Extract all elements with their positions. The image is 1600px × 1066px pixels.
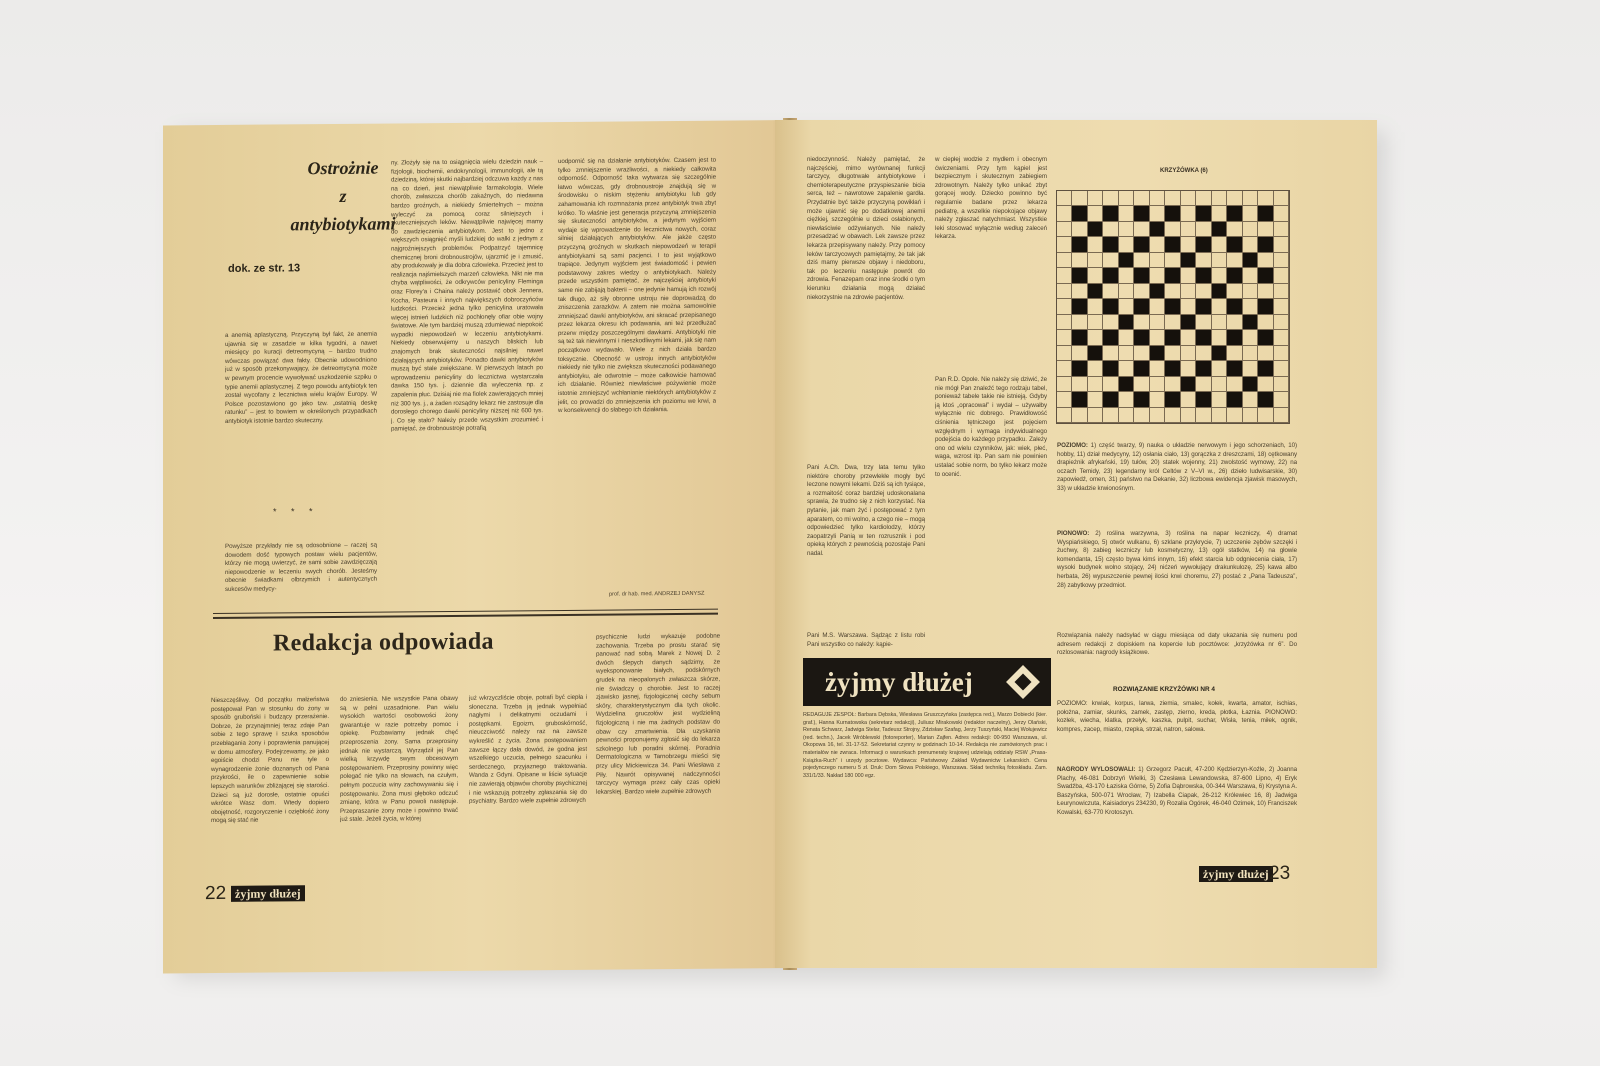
crossword-cell-black <box>1196 237 1211 252</box>
crossword-cell-black <box>1227 268 1242 283</box>
crossword-cell <box>1243 191 1258 206</box>
crossword-cell-black <box>1165 392 1180 407</box>
crossword-cell <box>1057 315 1072 330</box>
crossword-cell <box>1150 191 1165 206</box>
crossword-cell-black <box>1258 268 1273 283</box>
section-stars: * * * <box>273 506 319 517</box>
crossword-cell <box>1243 330 1258 345</box>
crossword-cell <box>1150 253 1165 268</box>
crossword-cell <box>1258 191 1273 206</box>
crossword-cell <box>1165 284 1180 299</box>
crossword-cell-black <box>1088 346 1103 361</box>
crossword-cell-black <box>1119 377 1134 392</box>
crossword-cell <box>1274 222 1289 237</box>
crossword-cell <box>1227 253 1242 268</box>
crossword-cell <box>1227 315 1242 330</box>
crossword-cell <box>1212 408 1227 423</box>
crossword-cell <box>1150 268 1165 283</box>
crossword-cell <box>1243 268 1258 283</box>
crossword-cell-black <box>1243 315 1258 330</box>
crossword-cell <box>1119 222 1134 237</box>
crossword-cell <box>1181 299 1196 314</box>
crossword-cell <box>1057 408 1072 423</box>
article-title-line: antybiotykami <box>290 213 396 235</box>
crossword-cell <box>1196 346 1211 361</box>
crossword-cell <box>1057 284 1072 299</box>
crossword-cell <box>1134 377 1149 392</box>
crossword-cell-black <box>1258 330 1273 345</box>
crossword-cell-black <box>1150 284 1165 299</box>
brand-logo-large <box>803 658 1051 706</box>
crossword-cell-black <box>1212 346 1227 361</box>
crossword-cell-black <box>1103 299 1118 314</box>
crossword-cell <box>1150 206 1165 221</box>
crossword-cell <box>1243 361 1258 376</box>
crossword-cell <box>1150 237 1165 252</box>
masthead-text: REDAGUJE ZESPÓŁ: Barbara Dębska, Wiesława Gruszczyńska (zastępca red.), Marzo Dobiecki (kier. graf.), Hanna Kurnatowska (sekretarz redakcji), Juliusz Mirakowski (redaktor naczelny), Jerzy Olański, Renata Schwarz, Jadwiga Stelar, Tadeusz Strojny, Zdzisław Szafag, Jerzy Tuszyński, Maciej Wołujewicz (red. techn.), Jacek Wróblewski (fotoreporter), Marian Zajfen. Adres redakcji: 00-950 Warszawa, ul. Okopowa 16, tel. 31-17-52. Sekretariat czynny w godzinach 10-14. Redakcja nie zamówionych prac i materiałów nie zwraca. Informacji o warunkach prenumeraty krajowej udzielają oddziały RSW „Prasa-Książka-Ruch” i urzędy pocztowe. Wydawca: Państwowy Zakład Wydawnictw Lekarskich. Cena pojedynczego numeru 5 zł. Druk: Dom Słowa Polskiego, Warszawa. Skład techniką fotoskładu. Zam. 331/1/33. Nakład 180 000 egz. <box>803 712 1047 779</box>
crossword-cell <box>1150 315 1165 330</box>
crossword-cell-black <box>1243 253 1258 268</box>
crossword-cell <box>1258 284 1273 299</box>
crossword-cell-black <box>1243 377 1258 392</box>
crossword-cell <box>1119 361 1134 376</box>
reply-col4-text: psychicznie ludzi wykazuje podobne zachowania. Trzeba po prostu starać się panować nad sobą. Marek z Nowej D. 2 dwóch ślepych danych sądzimy, że wyeksponowanie białych, podskórnych grudek na nieopalonych zwłaszcza skórze, nie świadczy o chorobie. Jest to raczej zjawisko jasnej, fizjologicznej cechy sebum skóry, charakterystycznym dla tych okolic. Wydzielina gruczołów jest wydzieliną fizjologiczną i nie ma żadnych podstaw do obaw czy zmartwienia. Dla uzyskania pewności proponujemy zgłosić się do lekarza szkolnego lub poradni skórnej. Poradnia Dermatologiczna w Tarnobrzegu mieści się przy ulicy Mickiewicza 34. Pani Wiesława z Piły. Nawrót opisywanej nadczynności tarczycy wymaga przez cały czas opieki lekarskiej. Bardzo wiele zupełnie zdrowych <box>596 632 720 796</box>
crossword-cell <box>1274 361 1289 376</box>
crossword-cell-black <box>1119 253 1134 268</box>
crossword-cell <box>1088 206 1103 221</box>
crossword-cell <box>1274 408 1289 423</box>
crossword-cell <box>1057 191 1072 206</box>
crossword-cell <box>1274 392 1289 407</box>
crossword-cell-black <box>1227 330 1242 345</box>
crossword-cell <box>1057 253 1072 268</box>
crossword-cell <box>1196 222 1211 237</box>
crossword-cell <box>1165 253 1180 268</box>
crossword-cell <box>1227 284 1242 299</box>
solution-title: ROZWIĄZANIE KRZYŻÓWKI NR 4 <box>1113 686 1215 693</box>
reply-col5-text-2: Pani A.Ch. Dwa, trzy lata temu tylko niektóre choroby przewlekłe mogły być leczone nowymi lekami. Dziś są ich tysiące, a rozmaitość coraz bardziej udoskonalana sprawia, że trudno się z nich korzystać. Na pytanie, jak mam żyć i postępować z tym aparatem, co mi wolno, a czego nie – mogą odpowiedzieć tylko kardiolodzy, którzy zaopatrzyli Panią w ten rozrusznik i pod opieką których z pewnością pozostaje Pani nadal. <box>807 464 925 557</box>
article-col1-text-2: Powyższe przykłady nie są odosobnione – raczej są dowodem dość typowych postaw wielu pacjentów, którzy nie mogą uwierzyć, że sami sobie zawdzięczają niepowodzenie w leczeniu swych chorób. Jesteśmy obecnie świadkami olbrzymich i autentycznych sukcesów medycy- <box>225 541 377 593</box>
crossword-cell <box>1181 237 1196 252</box>
crossword-cell <box>1212 299 1227 314</box>
crossword-cell-black <box>1227 361 1242 376</box>
crossword-cell <box>1150 377 1165 392</box>
crossword-cell <box>1088 361 1103 376</box>
crossword-cell <box>1057 392 1072 407</box>
crossword-cell <box>1088 408 1103 423</box>
crossword-cell-black <box>1134 392 1149 407</box>
crossword-cell <box>1212 315 1227 330</box>
brand-logo-large-text: żyjmy dłużej <box>825 667 973 697</box>
right-page <box>775 120 1377 968</box>
crossword-cell <box>1274 237 1289 252</box>
crossword-cell-black <box>1134 206 1149 221</box>
article-title-line: z <box>339 185 347 206</box>
crossword-cell <box>1274 377 1289 392</box>
crossword-cell-black <box>1165 299 1180 314</box>
crossword-rules: Rozwiązania należy nadsyłać w ciągu miesiąca od daty ukazania się numeru pod adresem redakcji z dopiskiem na kopercie lub pocztówce: „krzyżówka nr 6”. Do rozlosowania: nagrody książkowe. <box>1057 632 1297 657</box>
crossword-cell <box>1103 191 1118 206</box>
crossword-cell-black <box>1072 330 1087 345</box>
crossword-title: KRZYŻÓWKA (6) <box>1160 168 1208 174</box>
crossword-cell-black <box>1227 392 1242 407</box>
crossword-cell <box>1165 191 1180 206</box>
crossword-cell-black <box>1196 206 1211 221</box>
crossword-cell <box>1165 408 1180 423</box>
crossword-cell-black <box>1227 206 1242 221</box>
brand-logo-small: żyjmy dłużej <box>231 885 305 902</box>
brand-emblem-icon <box>1006 665 1040 699</box>
crossword-cell-black <box>1072 392 1087 407</box>
crossword-cell <box>1181 361 1196 376</box>
brand-logo-small: żyjmy dłużej <box>1199 866 1273 882</box>
crossword-cell <box>1134 191 1149 206</box>
crossword-cell <box>1119 268 1134 283</box>
crossword-cell <box>1274 253 1289 268</box>
crossword-cell-black <box>1258 299 1273 314</box>
crossword-cell <box>1274 315 1289 330</box>
crossword-clues-across <box>1057 442 1297 518</box>
crossword-cell-black <box>1165 206 1180 221</box>
crossword-cell-black <box>1103 237 1118 252</box>
article-col2-text: ny. Złożyły się na to osiągnięcia wielu dziedzin nauk – fizjologii, biochemii, endokrynologii, immunologii, ale tą dziedziną, której skutki najbardziej odczuwa każdy z nas na co dzień, jest niewątpliwie farmakologia. Wiele chorób, zwłaszcza chorób zakaźnych, do niedawna bardzo groźnych, a niekiedy śmiertelnych – można wyleczyć za pomocą coraz silniejszych i skuteczniejszych leków. Niewątpliwie najwięcej mamy do zawdzięczenia antybiotykom. Jest to jedno z większych osiągnięć myśli ludzkiej do walki z jednym z najgroźniejszych problemów. Podpatrzyć tajemnicę chemicznej broni drobnoustrojów, ujarzmić je i zmusić, aby produkowały je dla dobra człowieka. Przecież jest to realizacja najśmielszych marzeń człowieka. Nikt nie ma chyba wątpliwości, że odkrywców penicyliny Fleminga oraz Florey'a i Chaina należy postawić obok Jennera, Kocha, Pasteura i innych największych dobroczyńców ludzkości. Przecież jedna tylko penicylina uratowała więcej istnień ludzkich niż pochłonęły ofiar obie wojny światowe. Ale tym bardziej muszą zdumiewać niepokoić wypadki niepowodzeń w leczeniu antybiotykami. Niekiedy obserwujemy u naszych bliskich lub znajomych brak skuteczności najsilniej nawet działających antybiotyków. Ponadto dawki antybiotyków muszą być stale zwiększane. W pierwszych latach po wprowadzeniu penicyliny do lecznictwa wystarczała dawka 150 tys. j. dziennie dla wyleczenia np. z zapalenia płuc. Dzisiaj nie ma fiolek zawierających mniej niż 300 tys. j., a żaden rozsądny lekarz nie zastosuje dla dorosłego chorego dawki penicyliny niższej niż 600 tys. j. Co się stało? Należy przede wszystkim zrozumieć i pamiętać, że drobnoustroje potrafią <box>391 158 543 433</box>
crossword-cell <box>1258 408 1273 423</box>
crossword-cell <box>1274 268 1289 283</box>
crossword-cell <box>1119 206 1134 221</box>
crossword-cell-black <box>1103 392 1118 407</box>
crossword-cell <box>1057 222 1072 237</box>
clues-across-label: POZIOMO: <box>1057 442 1088 449</box>
crossword-cell <box>1072 253 1087 268</box>
crossword-cell-black <box>1258 392 1273 407</box>
crossword-cell <box>1088 299 1103 314</box>
crossword-cell <box>1274 206 1289 221</box>
crossword-cell <box>1057 330 1072 345</box>
reply-col5-text: niedoczynność. Należy pamiętać, że najczęściej, mimo wyrównanej funkcji tarczycy, długotrwałe antybiotykowe i chemioterapeutyczne przyspieszanie bicia serca, też – nawrotowe zapalenie gardła. Przydatnie być także przyczyną powikłań i może ujawnić się po dodatkowej anemii ciężkiej, szczególnie u dzieci osłabionych, niewłaściwie odżywianych. Nie należy przesadzać w obawach. Lek zawsze przez lekarza przepisywany należy. Przy pomocy leków tarczycowych pamiętajmy, że tak jak dziś mamy pierwsze objawy i niedoboru, tak po leczeniu następuje powrót do zdrowia. Fenazepam oraz inne środki o tym kierunku działania mogą działać niekorzystnie na zdrowie pacjentów. <box>807 156 925 301</box>
crossword-cell <box>1088 191 1103 206</box>
crossword-cell-black <box>1103 361 1118 376</box>
crossword-cell <box>1243 299 1258 314</box>
crossword-cell <box>1103 222 1118 237</box>
crossword-cell <box>1212 361 1227 376</box>
section-title: Redakcja odpowiada <box>273 628 494 657</box>
crossword-cell <box>1057 206 1072 221</box>
crossword-cell-black <box>1088 284 1103 299</box>
crossword-cell <box>1072 284 1087 299</box>
crossword-clues-down <box>1057 530 1297 628</box>
crossword-cell-black <box>1134 330 1149 345</box>
crossword-cell <box>1088 392 1103 407</box>
crossword-cell <box>1057 237 1072 252</box>
crossword-cell <box>1212 330 1227 345</box>
crossword-cell <box>1227 346 1242 361</box>
crossword-cell <box>1212 392 1227 407</box>
crossword-cell-black <box>1088 222 1103 237</box>
solution-text: POZIOMO: krwiak, korpus, larwa, ziemia, smalec, kołek, kwarta, amator, ischias, położna, zamiar, skunks, zamek, zastęp, zierno, kreda, płotka, Łaznia. PIONOWO: kozłek, wiecha, klatka, przełyk, kaszka, pulpit, suchar, Wisła, tenia, miłek, ognik, kompres, zacep, miasto, rzepka, strzał, natron, salowa. <box>1057 700 1297 733</box>
crossword-cell <box>1072 222 1087 237</box>
crossword-cell <box>1258 222 1273 237</box>
reply-col3-text: już wkrzyczliście oboje, potrafi być ciepła i słoneczna. Trzeba ją jednak wypełniać nagłymi i delikatnymi oczudami i postępkami. Egoizm, gruboskórność, nieuczciwość należy raz na zawsze wykreślić z życia. Żona postępowaniem zawsze łączy dała dowód, że godna jest wszelkiego uczucia, pełnego szacunku i serdecznego, przyjaznego traktowania. Wanda z Gdyni. Opisane w liście sytuacje nie zawierają objawów choroby psychicznej i nie wskazują potrzeby zgłaszania się do psychiatry. Bardzo wiele zupełnie zdrowych <box>469 693 587 805</box>
crossword-cell <box>1150 299 1165 314</box>
crossword-cell <box>1227 408 1242 423</box>
crossword-cell <box>1119 284 1134 299</box>
crossword-cell <box>1196 315 1211 330</box>
crossword-cell-black <box>1196 330 1211 345</box>
crossword-cell-black <box>1196 268 1211 283</box>
crossword-cell-black <box>1181 315 1196 330</box>
crossword-cell <box>1057 377 1072 392</box>
crossword-cell <box>1181 284 1196 299</box>
crossword-cell <box>1274 346 1289 361</box>
crossword-cell <box>1119 408 1134 423</box>
crossword-cell-black <box>1103 330 1118 345</box>
crossword-cell-black <box>1165 361 1180 376</box>
crossword-cell-black <box>1258 361 1273 376</box>
crossword-cell <box>1212 237 1227 252</box>
crossword-cell <box>1243 408 1258 423</box>
reply-col2-text: do zniesienia. Nie wszystkie Pana obawy są w pełni uzasadnione. Pan wielu wysokich wartości osobowości żony gwarantuje w razie potrzeby pomoc i opiekę. Pozbawiamy jednak chęć przeproszenia żony. Sama przeprosiny jednak nie wystarczą. Wyrządził jej Pan wielką krzywdę swym obcesowym postępowaniem. Przeprosiny powinny więc polegać nie tylko na słowach, na czułym, pełnym poczucia winy zachowywaniu się i postępowaniu. Żona musi głęboko odczuć zmianę, która w Panu powoli następuje. Przepraszanie żony może i powinno trwać już stale. Jeżeli życia, w której <box>340 694 458 824</box>
crossword-cell <box>1181 392 1196 407</box>
crossword-cell <box>1103 284 1118 299</box>
crossword-cell <box>1243 206 1258 221</box>
article-col1-text: a anemią aplastyczną. Przyczyną był fakt, że anemia ujawnia się w zasadzie w kilka tygodni, a nawet miesięcy po kuracji detreomycyną – bardzo trudno wówczas powiązać dwa fakty. Obecnie udowodniono już w sposób przekonywający, że detreomycyna może w pewnym procencie wywoływać uszkodzenie szpiku o typie anemii aplastycznej. Z tego powodu antybiotyk ten został wycofany z lecznictwa wielu krajów Europy. W Polsce pozostawiono go jako tzw. „ostatnią deskę ratunku” – jest to bowiem w określonych przypadkach antybiotyk istotnie bardzo skuteczny. <box>225 330 377 425</box>
crossword-cell <box>1181 191 1196 206</box>
crossword-cell <box>1258 346 1273 361</box>
crossword-cell <box>1057 268 1072 283</box>
crossword-cell <box>1227 377 1242 392</box>
crossword-cell <box>1134 222 1149 237</box>
crossword-cell <box>1274 191 1289 206</box>
crossword-grid <box>1056 190 1290 424</box>
article-title-line: Ostrożnie <box>307 157 379 179</box>
crossword-cell <box>1072 315 1087 330</box>
crossword-cell-black <box>1072 206 1087 221</box>
crossword-cell-black <box>1072 237 1087 252</box>
page-number: 22 <box>205 882 227 905</box>
crossword-cell <box>1088 315 1103 330</box>
crossword-cell <box>1212 253 1227 268</box>
crossword-cell-black <box>1072 268 1087 283</box>
crossword-cell-black <box>1227 237 1242 252</box>
crossword-cell-black <box>1258 237 1273 252</box>
crossword-cell <box>1212 206 1227 221</box>
crossword-cell-black <box>1165 268 1180 283</box>
crossword-cell <box>1243 392 1258 407</box>
crossword-cell <box>1119 346 1134 361</box>
crossword-cell <box>1258 377 1273 392</box>
crossword-cell <box>1057 361 1072 376</box>
crossword-cell <box>1072 191 1087 206</box>
crossword-cell <box>1088 237 1103 252</box>
crossword-cell-black <box>1134 361 1149 376</box>
crossword-cell <box>1103 253 1118 268</box>
crossword-cell <box>1072 408 1087 423</box>
crossword-cell-black <box>1212 222 1227 237</box>
crossword-cell <box>1212 191 1227 206</box>
crossword-cell-black <box>1103 206 1118 221</box>
crossword-cell <box>1150 330 1165 345</box>
crossword-cell <box>1227 191 1242 206</box>
crossword-cell <box>1103 408 1118 423</box>
crossword-cell-black <box>1212 284 1227 299</box>
continuation-note: dok. ze str. 13 <box>228 262 301 275</box>
reply-col5-text-3: Pani M.S. Warszawa. Sądząc z listu robi Pani wszystko co należy: kąpie- <box>807 632 925 648</box>
crossword-cell <box>1181 330 1196 345</box>
crossword-cell <box>1119 191 1134 206</box>
crossword-cell <box>1119 330 1134 345</box>
crossword-cell-black <box>1072 299 1087 314</box>
page-number: 23 <box>1269 863 1291 884</box>
crossword-cell <box>1134 315 1149 330</box>
crossword-cell-black <box>1181 377 1196 392</box>
crossword-cell <box>1165 222 1180 237</box>
crossword-cell <box>1150 392 1165 407</box>
crossword-cell <box>1134 284 1149 299</box>
crossword-cell <box>1150 408 1165 423</box>
crossword-cell <box>1150 361 1165 376</box>
reply-col6-text-2: Pan R.D. Opole. Nie należy się dziwić, że nie mógł Pan znaleźć tego rodzaju tabel, ponieważ tabele takie nie istnieją. Gdyby ją ktoś „opracował” i wydał – używałby wyłącznie nic dobrego. Prawidłowość ciśnienia tętniczego jest pojęciem względnym i wymaga indywidualnego podejścia do każdego przypadku. Zależy ono od wielu czynników, jak: wiek, płeć, waga, wzrost itp. Pan sam nie powinien ustalać sobie norm, bo tylko lekarz może to ocenić. <box>935 376 1047 478</box>
crossword-cell <box>1243 346 1258 361</box>
crossword-cell <box>1274 330 1289 345</box>
reply-col6-text: w ciepłej wodzie z mydłem i obecnym ćwiczeniami. Przy tym kąpiel jest bezpiecznym i skutecznym zabiegiem zdrowotnym. Należy tylko unikać zbyt gorącej wody. Dziecko powinno być regularnie badane przez lekarza pediatrę, a wszelkie niepokojące objawy należy zgłaszać natychmiast. Wszystkie leki stosować wyłącznie według zaleceń lekarza. <box>935 156 1047 241</box>
clues-down-text: 2) roślina warzywna, 3) roślina na napar leczniczy, 4) dramat Wyspiańskiego, 5) otwór wulkanu, 6) szklane przykrycie, 7) uczczenie zębów szczęki i żuchwy, 8) zabieg leczniczy lub kosmetyczny, 13) ogół statków, 14) na głowie komendanta, 15) często bywa kimś innym, 16) efekt starcia lub odgniecenia ciała, 17) wysoki budynek wolno stojący, 24) nićzeń wywołujący drakunkulozę, 25) kawa albo herbata, 26) wypuszczenie pewnej ilości krwi choremu, 27) postać z „Pana Tadeusza”, 28) zabytkowy przedmiot. <box>1057 530 1297 589</box>
crossword-cell <box>1072 346 1087 361</box>
crossword-cell <box>1057 299 1072 314</box>
crossword-cell <box>1258 315 1273 330</box>
crossword-cell-black <box>1072 361 1087 376</box>
crossword-cell <box>1227 222 1242 237</box>
crossword-cell <box>1212 377 1227 392</box>
crossword-cell <box>1196 408 1211 423</box>
crossword-cell <box>1243 284 1258 299</box>
crossword-cell <box>1196 284 1211 299</box>
crossword-cell <box>1274 284 1289 299</box>
crossword-cell-black <box>1181 253 1196 268</box>
crossword-cell-black <box>1258 206 1273 221</box>
reply-col1-text: Nieszczęśliwy. Od początku małżeństwa postępował Pan w stosunku do żony w sposób gruboński i budzący przerażenie. Dobrze, że przynajmniej teraz zdaje Pan sobie z tego sprawę i szuka sposobów przebłagania żony i poprawienia panującej w domu atmosfery. Podejrzewamy, że jako egoiście chodzi Panu nie tyle o wynagrodzenie żonie doznanych od Pana przykrości, ile o zapewnienie sobie lepszych warunków zbliżającej się starości. Dzieci są już dorosłe, ostatnie opuści wkrótce Wasz dom. Wtedy dopiero obojętność, rozgoryczenie i oziębłość żony mogą się stać nie <box>211 696 329 825</box>
crossword-cell <box>1181 346 1196 361</box>
crossword-cell <box>1196 253 1211 268</box>
crossword-cell-black <box>1165 237 1180 252</box>
crossword-cell <box>1119 237 1134 252</box>
crossword-cell-black <box>1196 392 1211 407</box>
crossword-cell <box>1134 253 1149 268</box>
crossword-cell-black <box>1196 299 1211 314</box>
crossword-cell <box>1134 408 1149 423</box>
crossword-cell-black <box>1150 346 1165 361</box>
crossword-cell-black <box>1150 222 1165 237</box>
crossword-cell <box>1088 253 1103 268</box>
prize-winners-text: 1) Grzegorz Pacułt, 47-200 Kędzierzyn-Koźle, 2) Joanna Plachy, 46-081 Dobrzyń Wielki, 3) Czesława Lewandowska, 87-600 Lipno, 4) Eryk Swadźba, 43-170 Łaziska Górne, 5) Zofia Dąbrowska, 00-344 Warszawa, 6) Krystyna A. Baszyńska, 500-071 Wrocław, 7) Izabella Ciapak, 26-212 Królewiec 16, 8) Jadwiga Łeurynowiczuta, Kaisiadorys 234230, 9) Rozalia Ogórek, 46-040 Ozimek, 10) Franciszek Kowalski, 63-770 Krotoszyn. <box>1057 766 1297 816</box>
crossword-cell-black <box>1196 361 1211 376</box>
crossword-cell-black <box>1165 330 1180 345</box>
crossword-cell <box>1103 346 1118 361</box>
crossword-cell <box>1119 392 1134 407</box>
divider-line <box>213 613 718 619</box>
crossword-cell <box>1088 330 1103 345</box>
crossword-cell-black <box>1134 237 1149 252</box>
crossword-cell <box>1274 299 1289 314</box>
crossword-cell <box>1165 315 1180 330</box>
crossword-cell <box>1243 222 1258 237</box>
prize-winners <box>1057 766 1297 878</box>
crossword-cell <box>1181 222 1196 237</box>
clues-down-label: PIONOWO: <box>1057 530 1090 537</box>
crossword-cell-black <box>1103 268 1118 283</box>
crossword-cell <box>1165 346 1180 361</box>
crossword-cell <box>1072 377 1087 392</box>
crossword-cell <box>1165 377 1180 392</box>
crossword-cell <box>1103 315 1118 330</box>
crossword-cell <box>1057 346 1072 361</box>
crossword-cell <box>1088 377 1103 392</box>
crossword-cell <box>1181 408 1196 423</box>
crossword-cell-black <box>1227 299 1242 314</box>
crossword-cell <box>1196 191 1211 206</box>
crossword-cell <box>1103 377 1118 392</box>
crossword-cell <box>1243 237 1258 252</box>
prize-winners-label: NAGRODY WYLOSOWALI: <box>1057 766 1136 773</box>
crossword-cell <box>1181 206 1196 221</box>
crossword-cell <box>1212 268 1227 283</box>
crossword-cell-black <box>1134 268 1149 283</box>
crossword-cell <box>1119 299 1134 314</box>
crossword-cell <box>1258 253 1273 268</box>
crossword-cell <box>1181 268 1196 283</box>
crossword-cell-black <box>1119 315 1134 330</box>
left-page <box>163 120 791 973</box>
crossword-cell <box>1134 346 1149 361</box>
article-signature: prof. dr hab. med. ANDRZEJ DANYSZ <box>609 590 705 598</box>
crossword-cell <box>1088 268 1103 283</box>
crossword-cell-black <box>1134 299 1149 314</box>
crossword-cell <box>1196 377 1211 392</box>
article-col3-text: uodpornić się na działanie antybiotyków. Czasem jest to tylko zmniejszenie wrażliwości, a niekiedy całkowita odporność. Odporność taka wytwarza się szczególnie łatwo wówczas, gdy drobnoustroje znajdują się w środowisku o niskim stężeniu antybiotyku lub gdy zahamowania ich rozmnażania przez antybiotyk trwa zbyt krótko. To właśnie jest generacja przyczyną zmniejszenia się skuteczności antybiotyków, a jedynym wyjściem wydaje się wprowadzenie do lecznictwa nowych, coraz silniej działających antybiotyków. Ale jakże często przyczyną groźnych w skutkach niepowodzeń w terapii antybiotykami są sami pacjenci. I to jest wyjątkowo trapiące. Jedynym wyjściem jest świadomość i pewien podstawowy zakres wiedzy o antybiotykach. Należy przede wszystkim pamiętać, że najczęściej antybiotyki same nie zabijają bakterii – one jedynie hamują ich rozwój tak długo, aż siły obronne ustroju nie doprowadzą do zniszczenia zarazków. A zatem nie można samowolnie zmniejszać dawki antybiotyków, ani skracać przepisanego przez lekarza okresu ich podawania, ani też przedłużać przerw między poszczególnymi dawkami. Antybiotyki nie są też tak niewinnymi i nieszkodliwymi lekami, jak się nam początkowo wydawało. Wiele z nich działa bardzo toksycznie. Obecność w ustroju innych antybiotyków niekiedy nie tylko nie zwiększa skuteczności podawanego antybiotyku, ale odwrotnie – może całkowicie hamować ich działanie. Również niewłaściwe pożywienie może istotnie zmniejszyć wchłanianie niektórych antybiotyków z jelit, co prowadzi do zmniejszenia ich poziomu we krwi, a w konsekwencji do słabego ich działania. <box>558 156 716 415</box>
clues-across-text: 1) część twarzy, 9) nauka o układzie nerwowym i jego schorzeniach, 10) hobby, 11) dział medycyny, 12) osłania ciało, 13) gorączka z dreszczami, 18) cętkowany drapieżnik afrykański, 19) tułów, 20) statek wojenny, 21) zwolstość wymowy, 22) na oczach Temidy, 23) legendarny król Celtów z V–VI w., 26) dzieło ludwisarskie, 30) zapowiedź, omen, 31) państwo na Dekanie, 32) liczbowa ewidencja zjawisk masowych, 33) w układzie krwionośnym. <box>1057 442 1297 492</box>
